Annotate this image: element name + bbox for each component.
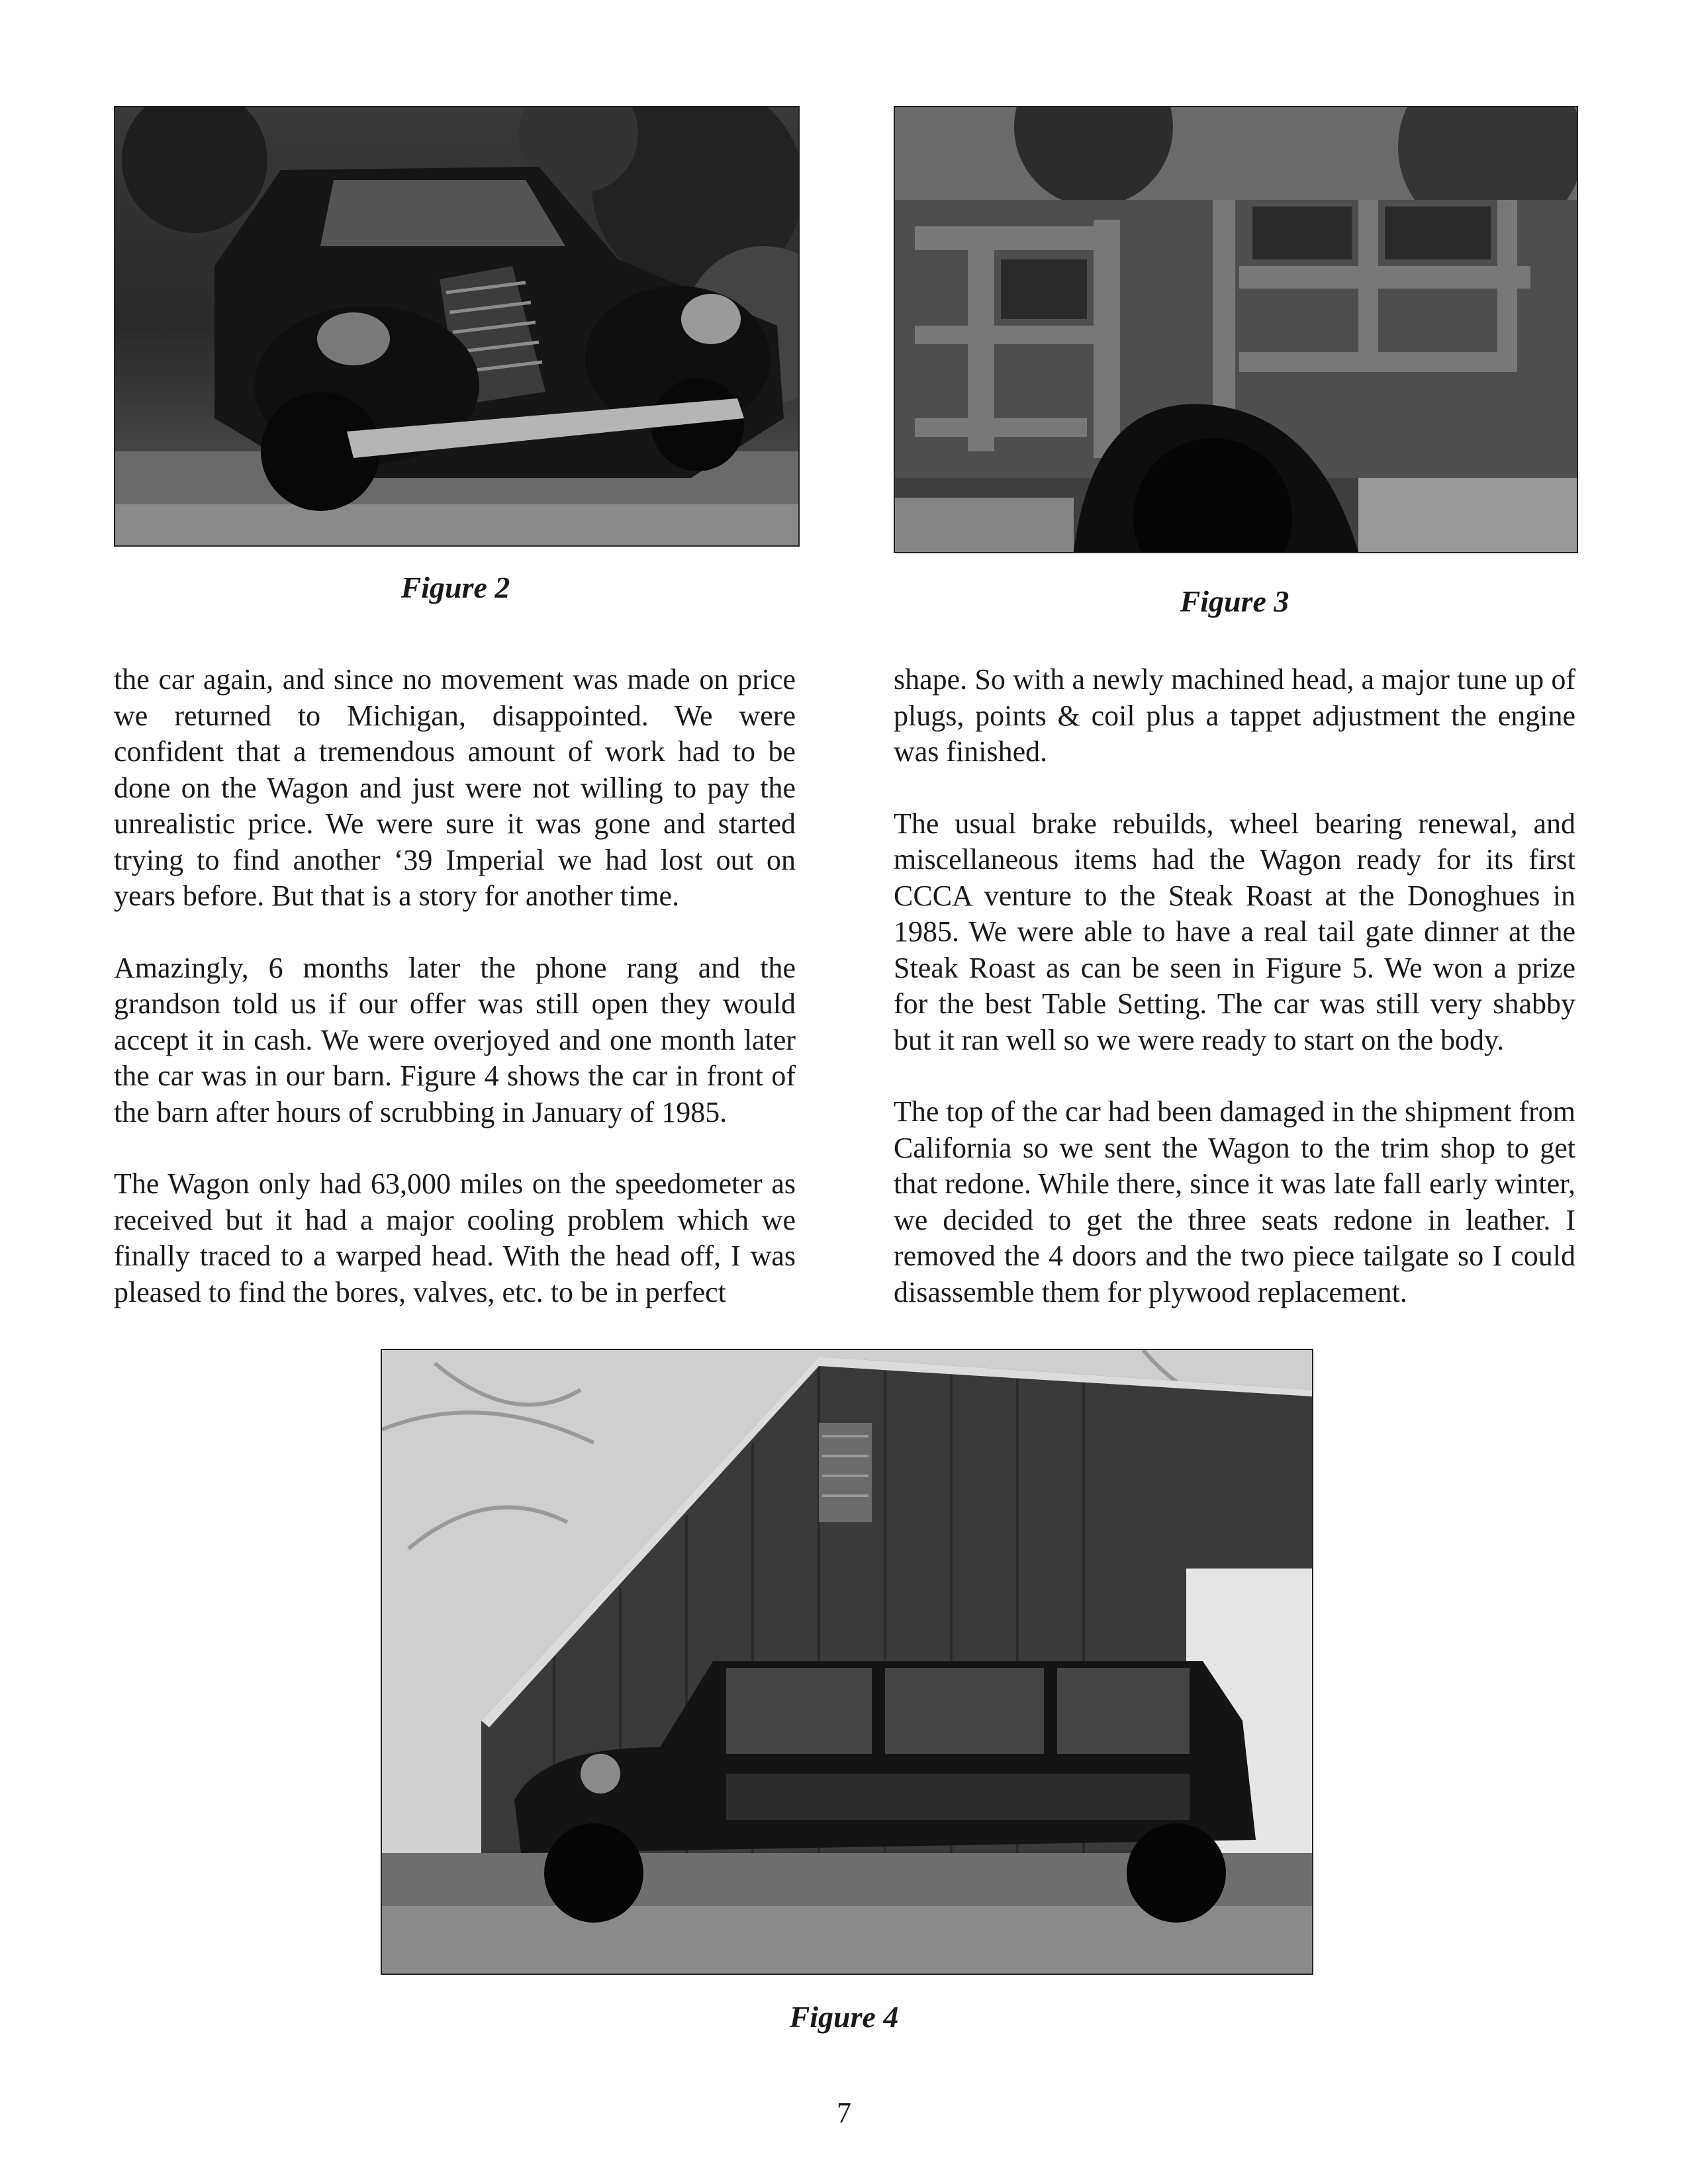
page-number: 7: [837, 2097, 851, 2129]
figure-2-photo: [114, 106, 800, 547]
right-paragraph-1: shape. So with a newly machined head, a major tune up of plugs, points & coil plus a tappet adjustment the engine was finished.: [894, 663, 1575, 768]
figure-3-caption: Figure 3: [1180, 584, 1289, 618]
left-paragraph-2: Amazingly, 6 months later the phone rang and the grandson told us if our offer was still open they would accept it in cash. We were overjoyed and one month later the car was in our barn. Figure 4 shows the car in front of the barn after hours of scrubbing in January of 1985.: [114, 951, 796, 1128]
right-column: [894, 662, 1575, 1310]
left-column: [114, 662, 796, 1310]
figure-3-photo: [894, 106, 1578, 553]
figure-4-caption: Figure 4: [789, 2000, 899, 2034]
left-paragraph-1: the car again, and since no movement was made on price we returned to Michigan, disappointed. We were confident that a tremendous amount of work had to be done on the Wagon and just were not willing to pay the unrealistic price. We were sure it was gone and started trying to find another ‘39 Imperial we had lost out on years before. But that is a story for another time.: [114, 663, 796, 912]
right-paragraph-3: The top of the car had been damaged in the shipment from California so we sent the Wagon to the trim shop to get that redone. While there, since it was late fall early winter, we decided to get the three seats redone in leather. I removed the 4 doors and the two piece tailgate so I could disassemble them for plywood replacement.: [894, 1095, 1575, 1308]
left-paragraph-3: The Wagon only had 63,000 miles on the speedometer as received but it had a major cooling problem which we finally traced to a warped head. With the head off, I was pleased to find the bores, valves, etc. to be in perfect: [114, 1167, 796, 1308]
figure-4-photo: [381, 1349, 1313, 1975]
figure-2-caption: Figure 2: [400, 570, 510, 604]
right-paragraph-2: The usual brake rebuilds, wheel bearing renewal, and miscellaneous items had the Wagon ready for its first CCCA venture to the Steak Roast at the Donoghues in 1985. We were able to have a real tail gate dinner at the Steak Roast as can be seen in Figure 5. We won a prize for the best Table Setting. The car was still very shabby but it ran well so we were ready to start on the body.: [894, 807, 1575, 1056]
